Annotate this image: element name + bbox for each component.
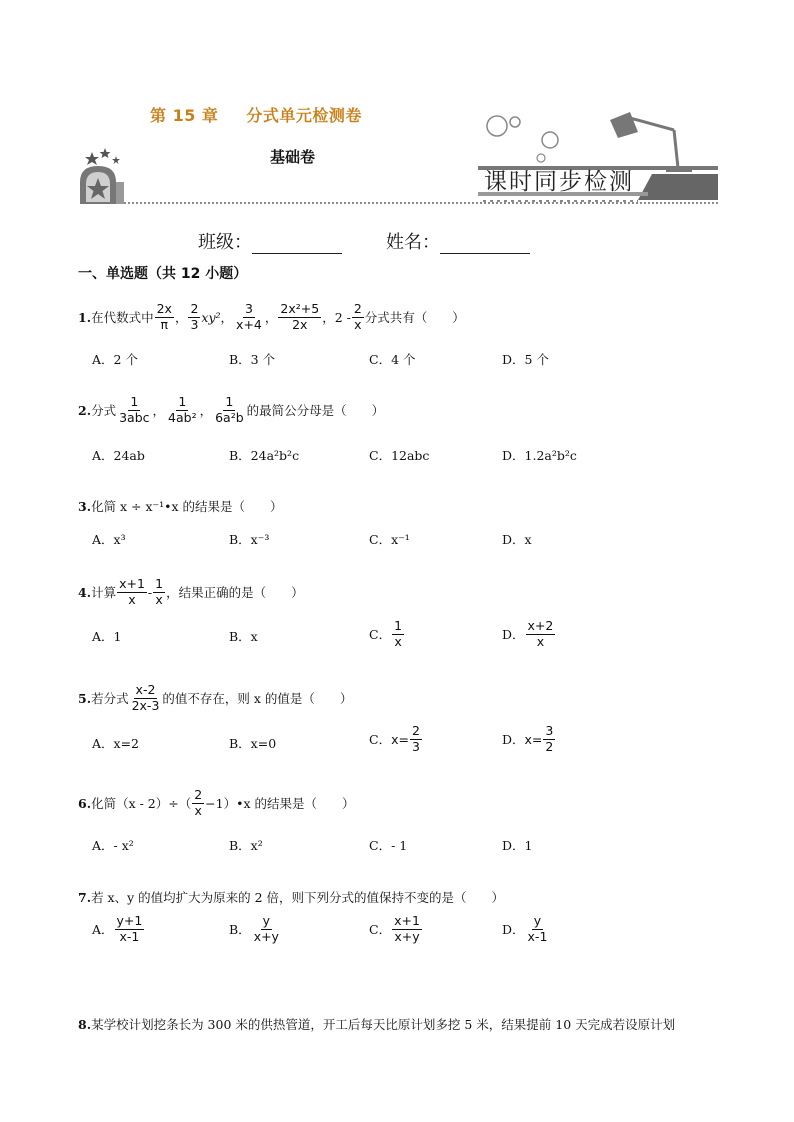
fraction: $\frac{x+1}{x}$: [119, 576, 145, 607]
fraction: $\frac{x-2}{2x-3}$: [131, 682, 160, 713]
option-c[interactable]: C． x= $\frac{2}{3}$: [369, 723, 420, 754]
fraction: $\frac{1}{\text{3abc}}$: [119, 394, 150, 425]
bubble-icon: [542, 132, 558, 148]
class-label: 班级：: [198, 232, 252, 253]
question-1: 1. 在代数式中 $\frac{2x}{\pi}$ ， $\frac{2}{3}$ xy² ， $\frac{3}{x+4}$ ， $\frac{\text{2x²+5}}{2x}$ ，2 - $\frac{2}{x}$ 分式共有（ ）: [78, 301, 465, 332]
name-label: 姓名：: [386, 232, 440, 253]
option-d[interactable]: D．5 个: [502, 352, 549, 367]
fraction: $\frac{y+1}{x-1}$: [116, 913, 143, 944]
bubble-icon: [537, 154, 545, 162]
option-a[interactable]: A．x³: [92, 532, 126, 547]
option-b[interactable]: B．24a²b²c: [229, 448, 300, 463]
option-d[interactable]: D． $\frac{x+2}{x}$: [502, 618, 554, 649]
option-d[interactable]: D． x= $\frac{3}{2}$: [502, 723, 554, 754]
fraction: $\frac{3}{2}$: [545, 723, 554, 754]
option-b[interactable]: B．3 个: [229, 352, 276, 367]
fraction: $\frac{y}{x+y}$: [253, 913, 279, 944]
option-c[interactable]: C．- 1: [369, 838, 408, 853]
option-a[interactable]: A．- x²: [92, 838, 134, 853]
question-5: 5. 若分式 $\frac{x-2}{2x-3}$ 的值不存在，则 x 的值是（ ）: [78, 682, 353, 713]
question-7: 7. 若 x、y 的值均扩大为原来的 2 倍，则下列分式的值保持不变的是（ ）: [78, 889, 505, 905]
section-title: 一、单选题（共 12 小题）: [78, 266, 248, 282]
option-c[interactable]: C．x⁻¹: [369, 532, 410, 547]
exam-level: 基础卷: [270, 148, 316, 166]
star-icon: [85, 152, 99, 165]
fraction: $\frac{2x}{\pi}$: [156, 301, 172, 332]
name-field[interactable]: [440, 235, 530, 254]
fraction: $\frac{x+1}{x+y}$: [394, 913, 420, 944]
fraction: $\frac{1}{\text{6a²b}}$: [215, 394, 244, 425]
star-icon: [112, 156, 120, 164]
option-d[interactable]: D．1.2a²b²c: [502, 448, 577, 463]
student-info: [198, 228, 574, 254]
unit-title: 分式单元检测卷: [246, 106, 362, 125]
bubble-icon: [510, 117, 520, 127]
option-c[interactable]: C． $\frac{x+1}{x+y}$: [369, 913, 420, 944]
exam-title: [150, 103, 362, 126]
fraction: $\frac{2}{x}$: [353, 301, 362, 332]
fraction: $\frac{2}{3}$: [190, 301, 199, 332]
option-c[interactable]: C． $\frac{1}{x}$: [369, 618, 403, 649]
question-4: 4. 计算 $\frac{x+1}{x}$ - $\frac{1}{x}$ ，结果正确的是（ ）: [78, 576, 304, 607]
fraction: $\frac{2}{x}$: [194, 787, 203, 818]
option-d[interactable]: D． $\frac{y}{x-1}$: [502, 913, 548, 944]
option-b[interactable]: B．x: [229, 629, 258, 644]
fraction: $\frac{1}{\text{4ab²}}$: [168, 394, 197, 425]
class-field[interactable]: [252, 235, 342, 254]
fraction: $\frac{x+2}{x}$: [527, 618, 554, 649]
option-b[interactable]: B．x²: [229, 838, 263, 853]
option-a[interactable]: A．x=2: [92, 736, 140, 751]
star-icon: [100, 148, 111, 158]
bubble-icon: [487, 116, 507, 136]
option-b[interactable]: B．x=0: [229, 736, 277, 751]
chapter-label: 第 15 章: [150, 106, 219, 125]
option-b[interactable]: B． $\frac{y}{x+y}$: [229, 913, 279, 944]
fraction: $\frac{3}{x+4}$: [236, 301, 262, 332]
option-c[interactable]: C．12abc: [369, 448, 430, 463]
fraction: $\frac{2}{3}$: [411, 723, 420, 754]
fraction: $\frac{1}{x}$: [155, 576, 164, 607]
question-6: 6. 化简（x - 2）÷（ $\frac{2}{x}$ −1）•x 的结果是（ ）: [78, 787, 355, 818]
question-8: 8. 某学校计划挖条长为 300 米的供热管道，开工后每天比原计划多挖 5 米，结果提前 10 天完成若设原计划: [78, 1016, 676, 1032]
option-d[interactable]: D．1: [502, 838, 533, 853]
option-a[interactable]: A．1: [92, 629, 122, 644]
option-a[interactable]: A．24ab: [92, 448, 145, 463]
question-3: 3. 化简 x ÷ x⁻¹•x 的结果是（ ）: [78, 498, 283, 514]
fraction: $\frac{1}{x}$: [394, 618, 403, 649]
option-a[interactable]: A．2 个: [92, 352, 138, 367]
question-2: 2. 分式 $\frac{1}{\text{3abc}}$ ， $\frac{1}{\text{4ab²}}$ ， $\frac{1}{\text{6a²b}}$ 的最简公分母是（ ）: [78, 394, 385, 425]
option-d[interactable]: D．x: [502, 532, 532, 547]
fraction: $\frac{y}{x-1}$: [527, 913, 548, 944]
banner-text: 课时同步检测: [484, 169, 634, 195]
option-b[interactable]: B．x⁻³: [229, 532, 270, 547]
option-a[interactable]: A． $\frac{y+1}{x-1}$: [92, 913, 143, 944]
fraction: $\frac{\text{2x²+5}}{2x}$: [280, 301, 320, 332]
option-c[interactable]: C．4 个: [369, 352, 416, 367]
